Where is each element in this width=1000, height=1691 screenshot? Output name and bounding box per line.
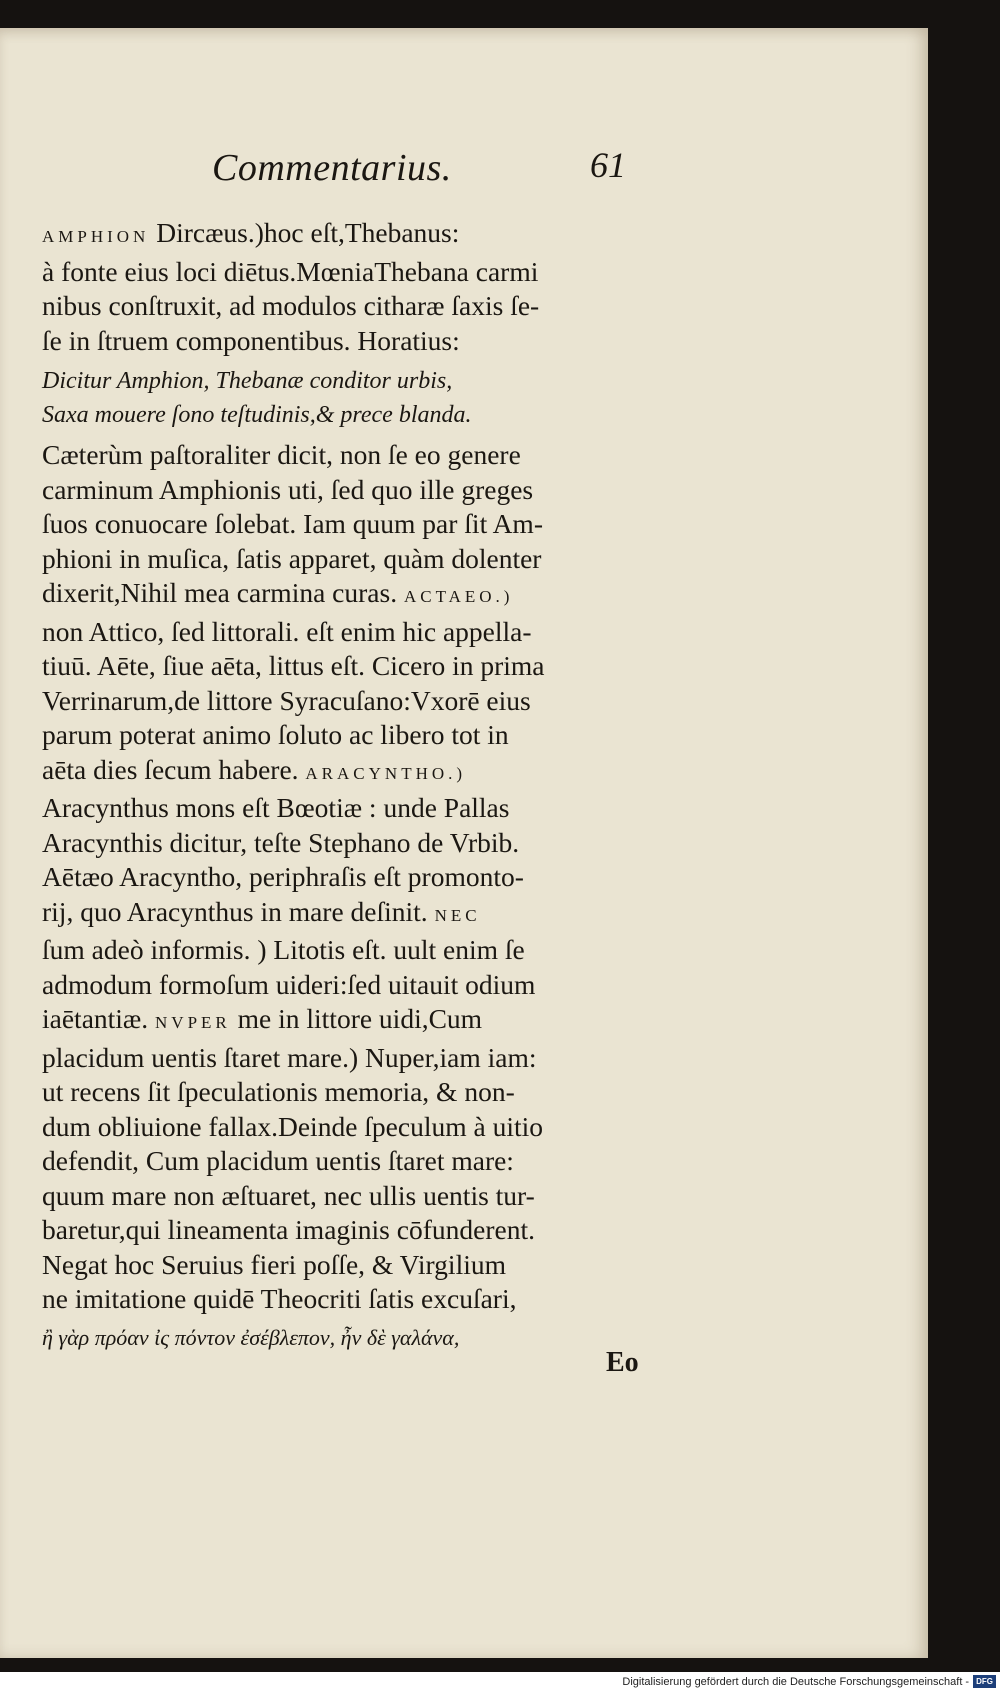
- text-segment: Negat hoc Seruius fieri poſſe, & Virgilium: [42, 1248, 506, 1280]
- text-line: [42, 895, 642, 934]
- dfg-logo: DFG: [973, 1675, 996, 1688]
- text-line: [42, 933, 642, 968]
- text-segment: ſum adeò informis. ) Litotis eſt. uult enim ſe: [42, 934, 525, 965]
- quote-line: Saxa mouere ſono teſtudinis,& prece blanda.: [42, 402, 472, 428]
- quote-line: Dicitur Amphion, Thebanæ conditor urbis,: [42, 368, 453, 394]
- text-segment: Dircæus.)hoc eſt,Thebanus:: [149, 217, 460, 248]
- text-line: [42, 1144, 642, 1179]
- text-segment: à fonte eius loci diētus.MœniaThebana carmi: [42, 255, 539, 287]
- text-segment: Aētæo Aracyntho, periphraſis eſt promonto-: [42, 861, 524, 892]
- text-line: [42, 718, 642, 753]
- paragraph-amphion: [42, 216, 642, 358]
- text-segment: ſe in ſtruem componentibus. Horatius:: [42, 324, 460, 356]
- text-segment: defendit, Cum placidum uentis ſtaret mare:: [42, 1145, 514, 1176]
- book-page: [0, 28, 928, 1658]
- text-line: [42, 1213, 642, 1248]
- catchword: Eo: [606, 1347, 639, 1378]
- lemma-word: AMPHION: [42, 227, 150, 246]
- text-segment: Aracynthis dicitur, teſte Stephano de Vrbib.: [42, 826, 520, 858]
- text-segment: placidum uentis ſtaret mare.) Nuper,iam iam:: [42, 1041, 537, 1073]
- text-line: [42, 324, 642, 359]
- lemma-word: ARACYNTHO.): [305, 763, 467, 783]
- text-line: [42, 216, 642, 255]
- lemma-word: ACTAEO.): [403, 587, 514, 606]
- text-line: [42, 753, 642, 792]
- text-line: [42, 1075, 642, 1110]
- text-line: [42, 968, 642, 1003]
- text-line: [42, 255, 642, 290]
- lemma-word: NEC: [434, 905, 481, 925]
- text-segment: quum mare non æſtuaret, nec ullis uentis tur-: [42, 1179, 535, 1211]
- text-line: [42, 542, 642, 577]
- text-line: [42, 684, 642, 719]
- text-segment: Verrinarum,de littore Syracuſano:Vxorē eius: [42, 684, 531, 716]
- text-segment: ne imitatione quidē Theocriti ſatis excuſari,: [42, 1283, 517, 1314]
- text-segment: nibus conſtruxit, ad modulos citharæ ſaxis ſe-: [42, 290, 540, 321]
- text-line: [42, 826, 642, 861]
- text-segment: carminum Amphionis uti, ſed quo ille greges: [42, 473, 534, 505]
- text-line: [42, 289, 642, 324]
- text-line: [42, 1041, 642, 1076]
- text-line: [42, 649, 642, 684]
- text-segment: phioni in muſica, ſatis apparet, quàm dolenter: [42, 542, 542, 574]
- text-segment: parum poterat animo ſoluto ac libero tot in: [42, 719, 509, 750]
- text-line: [42, 473, 642, 508]
- text-segment: Aracynthus mons eſt Bœotiæ : unde Pallas: [42, 792, 510, 823]
- digitization-credit: [600, 1674, 996, 1689]
- page-number: 61: [590, 145, 626, 185]
- text-line: [42, 1002, 642, 1041]
- text-line: [42, 507, 642, 542]
- text-segment: non Attico, ſed littorali. eſt enim hic appella-: [42, 615, 532, 647]
- text-segment: dum obliuione fallax.Deinde ſpeculum à uitio: [42, 1110, 543, 1142]
- text-segment: rij, quo Aracynthus in mare deſinit.: [42, 895, 435, 927]
- text-segment: admodum formoſum uideri:ſed uitauit odium: [42, 968, 536, 1000]
- running-head: Commentarius.: [212, 147, 452, 189]
- commentary-text: [42, 216, 642, 1355]
- text-line: [42, 615, 642, 650]
- text-segment: ut recens ſit ſpeculationis memoria, & non-: [42, 1076, 515, 1107]
- text-line: [42, 1248, 642, 1283]
- text-segment: dixerit,Nihil mea carmina curas.: [42, 577, 404, 608]
- text-segment: iaētantiæ.: [42, 1003, 156, 1034]
- lemma-word: NVPER: [155, 1013, 231, 1032]
- text-segment: tiuū. Aēte, ſiue aēta, littus eſt. Cicero in prima: [42, 650, 545, 681]
- text-segment: ſuos conuocare ſolebat. Iam quum par ſit Am-: [42, 508, 543, 539]
- text-segment: me in littore uidi,Cum: [230, 1003, 483, 1034]
- text-line: [42, 1179, 642, 1214]
- text-segment: aēta dies ſecum habere.: [42, 753, 306, 785]
- credit-text: Digitalisierung gefördert durch die Deutsche Forschungsgemeinschaft -: [622, 1675, 970, 1688]
- text-line: [42, 791, 642, 826]
- horace-quotation: [42, 364, 642, 432]
- text-line: [42, 576, 642, 615]
- text-line: [42, 438, 642, 473]
- text-segment: Cæterùm paſtoraliter dicit, non ſe eo genere: [42, 439, 521, 470]
- text-line: [42, 860, 642, 895]
- text-segment: baretur,qui lineamenta imaginis cōfunderent.: [42, 1214, 535, 1245]
- text-line: [42, 1110, 642, 1145]
- greek-quotation: ἢ γὰρ πρόαν ἰς πόντον ἐσέβλεπον, ἦν δὲ γαλάνα,: [42, 1324, 460, 1350]
- paragraph-commentary: [42, 438, 642, 1317]
- text-line: [42, 1282, 642, 1317]
